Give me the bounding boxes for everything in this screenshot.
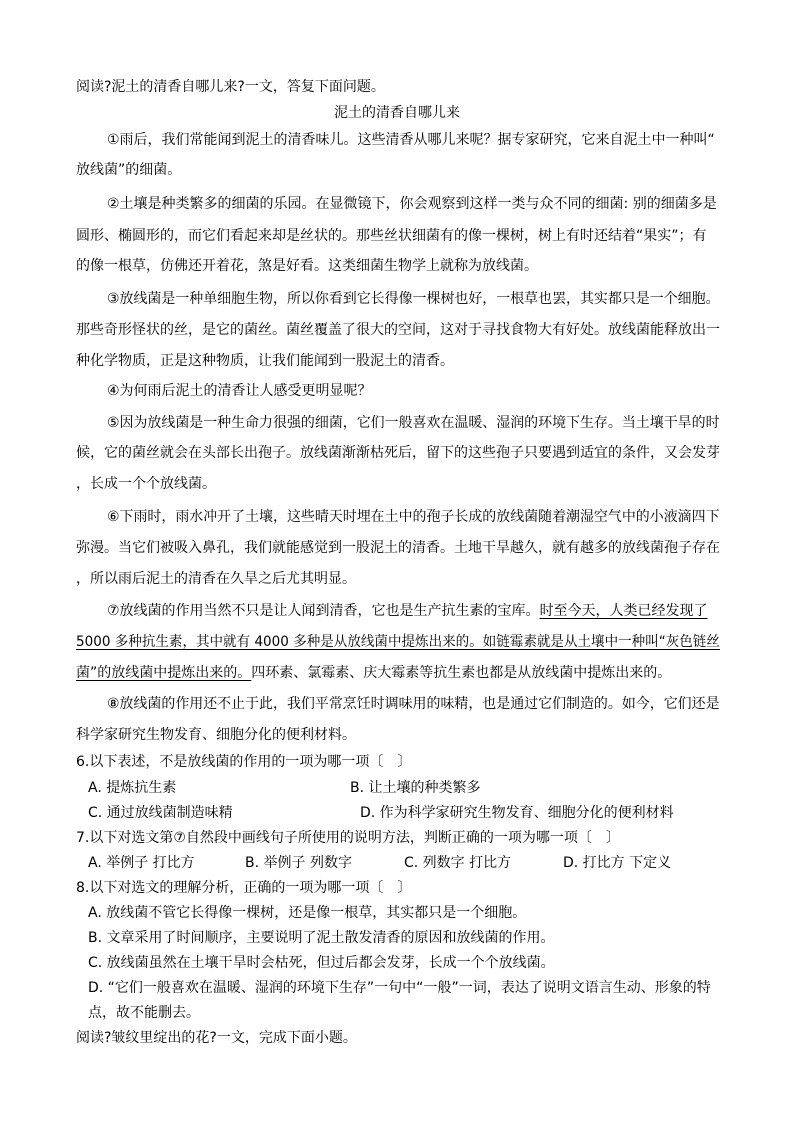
next-reading-intro: 阅读?皱纹里绽出的花?一文，完成下面小题。 [76, 1030, 357, 1046]
reading-intro: 阅读?泥土的清香自哪儿来?一文，答复下面问题。 [76, 79, 385, 95]
question-7-option-d: D. 打比方 下定义 [563, 855, 672, 871]
paragraph-6-line-3: ，所以雨后泥土的清香在久旱之后尤其明显。 [76, 571, 356, 587]
paragraph-7-text: 四环素、氯霉素、庆大霉素等抗生素也都是从放线菌中提炼出来的。 [251, 665, 672, 681]
paragraph-7-line-1 [107, 601, 708, 621]
question-6-stem: 6.以下表述，不是放线菌的作用的一项为哪一项〔 〕 [76, 754, 412, 770]
article-title: 泥土的清香自哪儿来 [334, 105, 460, 121]
question-8-stem: 8.以下对选文的理解分析，正确的一项为哪一项〔 〕 [76, 880, 412, 896]
paragraph-5-line-2: 候，它的菌丝就会在头部长出孢子。放线菌渐渐枯死后，留下的这些孢子只要遇到适宜的条件，又会发芽 [76, 445, 720, 461]
paragraph-3-line-1: ③放线菌是一种单细胞生物，所以你看到它长得像一棵树也好，一根草也罢，其实都只是一个细胞。 [107, 291, 720, 307]
question-7-stem: 7.以下对选文第⑦自然段中画线句子所使用的说明方法，判断正确的一项为哪一项〔 〕 [76, 830, 620, 846]
paragraph-6-line-1: ⑥下雨时，雨水冲开了土壤，这些晴天时埋在土中的孢子长成的放线菌随着潮湿空气中的小液滴四下 [107, 509, 720, 525]
paragraph-2-line-1: ②土壤是种类繁多的细菌的乐园。在显微镜下，你会观察到这样一类与众不同的细菌: 别的细菌多是 [107, 196, 717, 212]
paragraph-7-text: ⑦放线菌的作用当然不只是让人闻到清香，它也是生产抗生素的宝库。 [107, 603, 540, 619]
paragraph-4: ④为何雨后泥土的清香让人感受更明显呢？ [107, 383, 372, 399]
paragraph-5-line-1: ⑤因为放线菌是一种生命力很强的细菌，它们一般喜欢在温暖、湿润的环境下生存。当土壤干旱的时 [107, 415, 720, 431]
paragraph-7-line-2 [76, 632, 720, 652]
paragraph-6-line-2: 弥漫。当它们被吸入鼻孔，我们就能感觉到一股泥土的清香。土地干旱越久，就有越多的放线菌孢子存在 [76, 540, 720, 556]
paragraph-3-line-2: 那些奇形怪状的丝，是它的菌丝。菌丝覆盖了很大的空间，这对于寻找食物大有好处。放线菌能释放出一 [76, 322, 720, 338]
paragraph-7-line-3 [76, 663, 671, 683]
question-7-option-c: C. 列数字 打比方 [404, 855, 512, 871]
question-7-option-a: A. 举例子 打比方 [88, 855, 195, 871]
paragraph-8-line-1: ⑧放线菌的作用还不止于此，我们平常烹饪时调味用的味精，也是通过它们制造的。如今，它们还是 [107, 696, 720, 712]
question-6-option-d: D. 作为科学家研究生物发育、细胞分化的便利材料 [360, 805, 674, 821]
paragraph-2-line-3: 的像一根草，仿佛还开着花，煞是好看。这类细菌生物学上就称为放线菌。 [76, 258, 538, 274]
paragraph-1-line-1: ①雨后，我们常能闻到泥土的清香味儿。这些清香从哪儿来呢？据专家研究，它来自泥土中一种叫“ [107, 132, 715, 148]
underlined-sentence: 时至今天，人类已经发现了 [539, 603, 708, 619]
question-8-option-b: B. 文章采用了时间顺序，主要说明了泥土散发清香的原因和放线菌的作用。 [88, 930, 555, 946]
question-8-option-a: A. 放线菌不管它长得像一棵树，还是像一根草，其实都只是一个细胞。 [88, 905, 527, 921]
question-6-option-b: B. 让土壤的种类繁多 [350, 780, 481, 796]
question-8-option-d-cont: 点，故不能删去。 [88, 1005, 200, 1021]
question-8-option-c: C. 放线菌虽然在土壤干旱时会枯死，但过后都会发芽，长成一个个放线菌。 [88, 955, 555, 971]
paragraph-8-line-2: 科学家研究生物发育、细胞分化的便利材料。 [76, 727, 356, 743]
question-8-option-d: D. “它们一般喜欢在温暖、湿润的环境下生存”一句中“一般”一词，表达了说明文语言生动、形象的特 [88, 980, 711, 996]
paragraph-3-line-3: 种化学物质，正是这种物质，让我们能闻到一股泥土的清香。 [76, 353, 454, 369]
question-7-option-b: B. 举例子 列数字 [245, 855, 352, 871]
question-6-option-a: A. 提炼抗生素 [88, 780, 177, 796]
underlined-sentence: 5000 多种抗生素，其中就有 4000 多种是从放线菌中提炼出来的。如链霉素就是从土壤中一种叫“灰色链丝 [76, 634, 720, 650]
paragraph-5-line-3: ，长成一个个放线菌。 [76, 476, 216, 492]
question-6-option-c: C. 通过放线菌制造味精 [88, 805, 233, 821]
paragraph-1-line-2: 放线菌”的细菌。 [76, 162, 182, 178]
paragraph-2-line-2: 圆形、椭圆形的，而它们看起来却是丝状的。那些丝状细菌有的像一棵树，树上有时还结着“果实”；有 [76, 228, 707, 244]
underlined-sentence: 菌”的放线菌中提炼出来的。 [76, 665, 252, 681]
